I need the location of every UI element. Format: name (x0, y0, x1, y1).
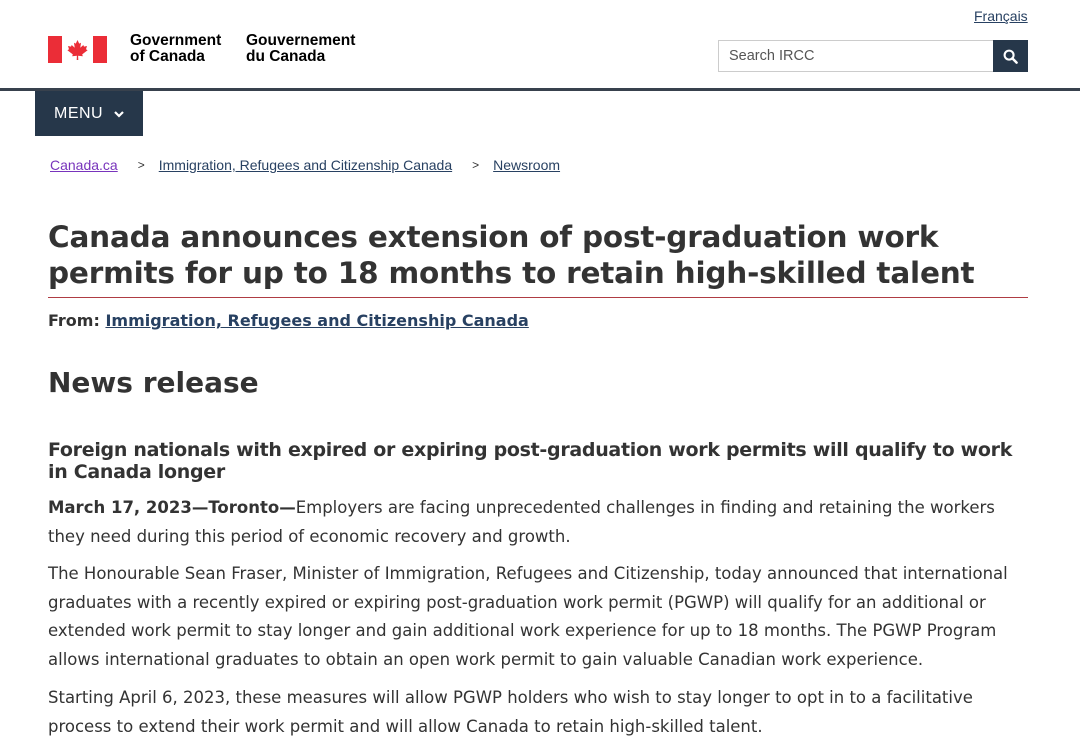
header-divider (0, 88, 1080, 91)
page-title: Canada announces extension of post-graduation work permits for up to 18 months to retain high-skilled talent (48, 220, 975, 290)
language-toggle-link[interactable]: Français (974, 8, 1028, 24)
breadcrumb-link-newsroom[interactable]: Newsroom (493, 157, 561, 173)
article-paragraph-3: Starting April 6, 2023, these measures will allow PGWP holders who wish to stay longer to opt in to a facilitative process to extend their work permit and will allow Canada to retain high-skilled talent. (48, 688, 973, 736)
article-paragraph-1 (48, 494, 1028, 551)
section-heading: News release (48, 366, 259, 399)
menu-label: MENU (54, 104, 104, 122)
government-of-canada-wordmark-fr (246, 33, 355, 65)
paragraph-1-text: Employers are facing unprecedented challenges in finding and retaining the workers they need during this period of economic recovery and growth. (48, 498, 995, 546)
breadcrumb-link-ircc[interactable]: Immigration, Refugees and Citizenship Canada (158, 157, 453, 173)
wordmark-fr-line2: du Canada (246, 48, 326, 65)
government-of-canada-wordmark-en (130, 33, 221, 65)
dateline: March 17, 2023—Toronto— (48, 498, 296, 517)
breadcrumb-separator: > (137, 158, 145, 172)
breadcrumb-link-canada-ca[interactable]: Canada.ca (50, 157, 118, 173)
search-bar (718, 40, 1028, 72)
article-paragraph-2: The Honourable Sean Fraser, Minister of Immigration, Refugees and Citizenship, today announced that international graduates with a recently expired or expiring post-graduation work permit (PGWP) will qualify for an additional or extended work permit to stay longer and gain additional work experience for up to 18 months. The PGWP Program allows international graduates to obtain an open work permit to gain valuable Canadian work experience. (48, 564, 1008, 669)
search-button[interactable] (993, 40, 1028, 72)
search-icon (1003, 49, 1018, 64)
title-divider (48, 297, 1028, 298)
from-label: From: (48, 311, 100, 330)
chevron-down-icon (113, 108, 125, 120)
canada-flag-logo (48, 36, 107, 63)
wordmark-fr-line1: Gouvernement (246, 32, 356, 49)
wordmark-en-line2: of Canada (130, 48, 205, 65)
from-line (48, 311, 529, 330)
breadcrumb-separator: > (472, 158, 480, 172)
article-subtitle: Foreign nationals with expired or expiring post-graduation work permits will qualify to work in Canada longer (48, 439, 1013, 483)
search-input[interactable] (718, 40, 993, 72)
breadcrumb (50, 157, 560, 173)
from-department-link[interactable]: Immigration, Refugees and Citizenship Canada (105, 311, 529, 330)
wordmark-en-line1: Government (130, 32, 222, 49)
menu-button[interactable] (35, 91, 143, 136)
